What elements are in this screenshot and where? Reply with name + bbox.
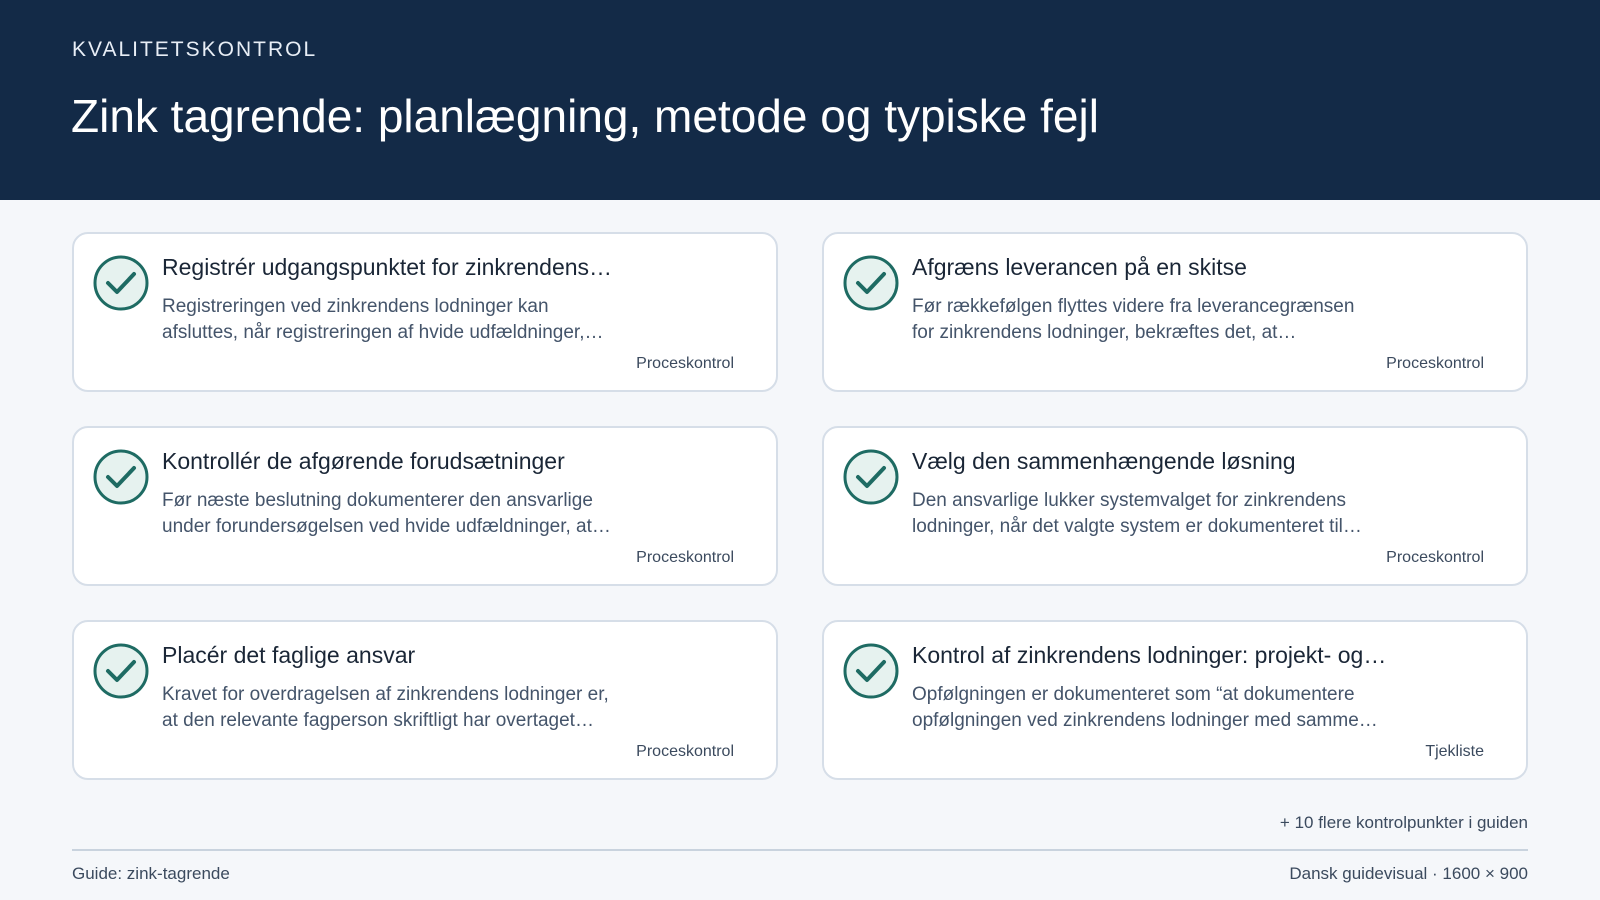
card-title: Placér det faglige ansvar: [162, 642, 416, 668]
page-title: Zink tagrende: planlægning, metode og typiske fejl: [71, 90, 1099, 142]
card-description: [912, 488, 1432, 540]
footer-meta-label: Dansk guidevisual · 1600 × 900: [1289, 864, 1528, 883]
checkpoint-card[interactable]: [72, 232, 778, 392]
check-circle-icon: [842, 642, 900, 700]
card-category-tag: Tjekliste: [1425, 743, 1484, 760]
checkpoint-card[interactable]: [72, 620, 778, 780]
check-circle-icon: [92, 642, 150, 700]
card-description: [162, 294, 682, 346]
card-description: [912, 682, 1432, 734]
card-description-line: Før rækkefølgen flyttes videre fra leverancegrænsen: [912, 296, 1355, 317]
check-circle-icon: [842, 254, 900, 312]
footer-divider: [72, 849, 1528, 851]
checkpoint-card[interactable]: [822, 232, 1528, 392]
card-description-line: Kravet for overdragelsen af zinkrendens lodninger er,: [162, 684, 609, 705]
card-description: [162, 682, 682, 734]
card-category-tag: Proceskontrol: [1386, 355, 1484, 372]
card-description-line: Den ansvarlige lukker systemvalget for zinkrendens: [912, 490, 1347, 511]
check-circle-icon: [92, 254, 150, 312]
card-description-line: Før næste beslutning dokumenterer den ansvarlige: [162, 490, 593, 511]
card-category-tag: Proceskontrol: [1386, 549, 1484, 566]
more-checkpoints-link[interactable]: + 10 flere kontrolpunkter i guiden: [1279, 813, 1528, 832]
card-description: [162, 488, 682, 540]
card-description: [912, 294, 1432, 346]
card-description-line: lodninger, når det valgte system er dokumenteret til…: [912, 516, 1362, 537]
footer-guide-label: Guide: zink-tagrende: [72, 864, 230, 883]
card-description-line: for zinkrendens lodninger, bekræftes det, at…: [912, 322, 1297, 343]
card-description-line: at den relevante fagperson skriftligt har overtaget…: [162, 710, 594, 731]
check-circle-icon: [842, 448, 900, 506]
card-description-line: Opfølgningen er dokumenteret som “at dokumentere: [912, 684, 1355, 705]
card-category-tag: Proceskontrol: [636, 549, 734, 566]
card-category-tag: Proceskontrol: [636, 743, 734, 760]
card-title: Registrér udgangspunktet for zinkrendens…: [162, 254, 613, 280]
card-title: Kontrol af zinkrendens lodninger: projekt- og…: [912, 642, 1387, 668]
header-banner: [0, 0, 1600, 200]
card-description-line: under forundersøgelsen ved hvide udfældninger, at…: [162, 516, 611, 537]
card-title: Vælg den sammenhængende løsning: [912, 448, 1296, 474]
checkpoint-card[interactable]: [822, 426, 1528, 586]
card-description-line: opfølgningen ved zinkrendens lodninger med samme…: [912, 710, 1378, 731]
card-category-tag: Proceskontrol: [636, 355, 734, 372]
checkpoint-card[interactable]: [72, 426, 778, 586]
card-title: Afgræns leverancen på en skitse: [912, 254, 1247, 280]
card-description-line: afsluttes, når registreringen af hvide udfældninger,…: [162, 322, 604, 343]
check-circle-icon: [92, 448, 150, 506]
checkpoint-card[interactable]: [822, 620, 1528, 780]
section-eyebrow: KVALITETSKONTROL: [72, 38, 318, 61]
card-title: Kontrollér de afgørende forudsætninger: [162, 448, 565, 474]
card-description-line: Registreringen ved zinkrendens lodninger kan: [162, 296, 549, 317]
